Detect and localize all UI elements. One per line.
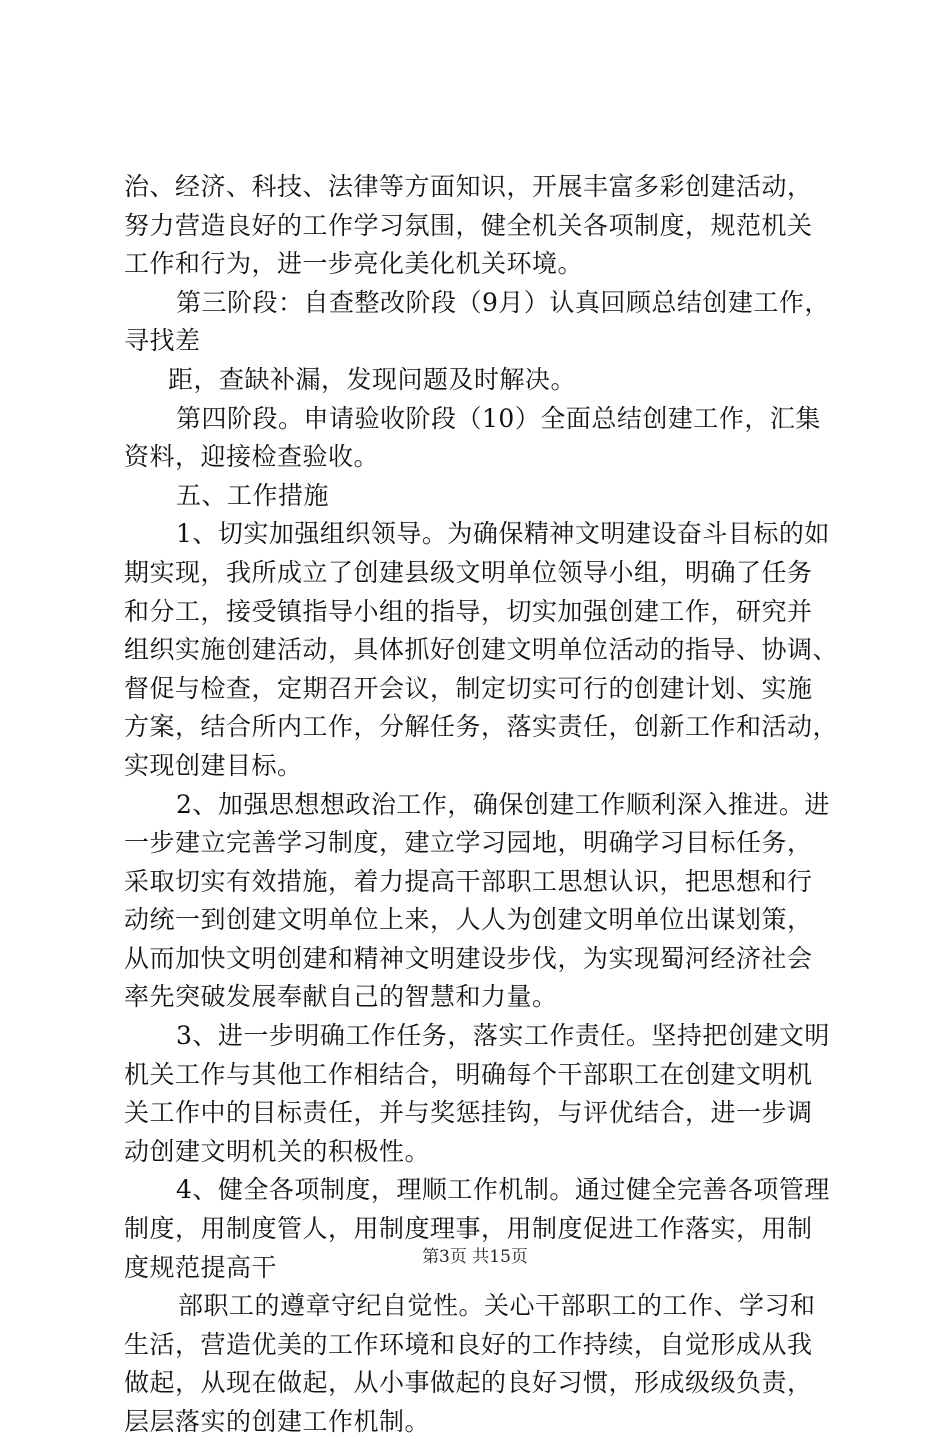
text-line: 实现创建目标。 [124,750,303,780]
text-line: 督促与检查，定期召开会议，制定切实可行的创建计划、实施 [124,673,813,703]
text-line: 和分工，接受镇指导小组的指导，切实加强创建工作，研究并 [124,596,813,626]
text-line: 寻找差 [124,326,201,356]
text-line: 动统一到创建文明单位上来，人人为创建文明单位出谋划策， [124,905,813,935]
text-line: 层层落实的创建工作机制。 [124,1407,431,1436]
text-line: 资料，迎接检查验收。 [124,442,380,472]
text-line: 制度，用制度管人，用制度理事，用制度促进工作落实，用制 [124,1214,813,1244]
page-number-footer: 第3页 共15页 [422,1247,528,1267]
text-line: 一步建立完善学习制度，建立学习园地，明确学习目标任务， [124,828,813,858]
text-line: 度规范提高干 [124,1252,278,1282]
text-line: 期实现，我所成立了创建县级文明单位领导小组，明确了任务 [124,557,813,587]
text-line: 机关工作与其他工作相结合，明确每个干部职工在创建文明机 [124,1059,813,1089]
paragraph-first-line: 1、切实加强组织领导。为确保精神文明建设奋斗目标的如 [176,519,830,549]
text-line: 组织实施创建活动，具体抓好创建文明单位活动的指导、协调、 [124,635,839,665]
text-line: 动创建文明机关的积极性。 [124,1136,431,1166]
text-line: 治、经济、科技、法律等方面知识，开展丰富多彩创建活动， [124,172,813,201]
paragraph-first-line: 第四阶段。申请验收阶段（10）全面总结创建工作，汇集 [176,403,821,433]
paragraph-first-line: 部职工的遵章守纪自觉性。关心干部职工的工作、学习和 [178,1291,816,1321]
paragraph-first-line: 3、进一步明确工作任务，落实工作责任。坚持把创建文明 [176,1021,830,1051]
paragraph-first-line: 第三阶段：自查整改阶段（9月）认真回顾总结创建工作， [176,287,830,317]
paragraph-first-line: 4、健全各项制度，理顺工作机制。通过健全完善各项管理 [176,1175,830,1205]
paragraph-first-line: 2、加强思想想政治工作，确保创建工作顺利深入推进。进 [176,789,830,819]
text-line: 方案，结合所内工作，分解任务，落实责任，创新工作和活动， [124,712,839,742]
text-line: 距，查缺补漏，发现问题及时解决。 [168,364,577,394]
text-line: 工作和行为，进一步亮化美化机关环境。 [124,249,584,279]
text-line: 生活，营造优美的工作环境和良好的工作持续，自觉形成从我 [124,1329,813,1359]
text-line: 做起，从现在做起，从小事做起的良好习惯，形成级级负责， [124,1368,813,1398]
text-line: 率先突破发展奉献自己的智慧和力量。 [124,982,558,1012]
text-line: 从而加快文明创建和精神文明建设步伐，为实现蜀河经济社会 [124,943,813,973]
text-line: 采取切实有效措施，着力提高干部职工思想认识，把思想和行 [124,866,813,896]
text-line: 关工作中的目标责任，并与奖惩挂钩，与评优结合，进一步调 [124,1098,813,1128]
text-line: 努力营造良好的工作学习氛围，健全机关各项制度，规范机关 [124,210,813,240]
section-heading: 五、工作措施 [176,480,330,510]
